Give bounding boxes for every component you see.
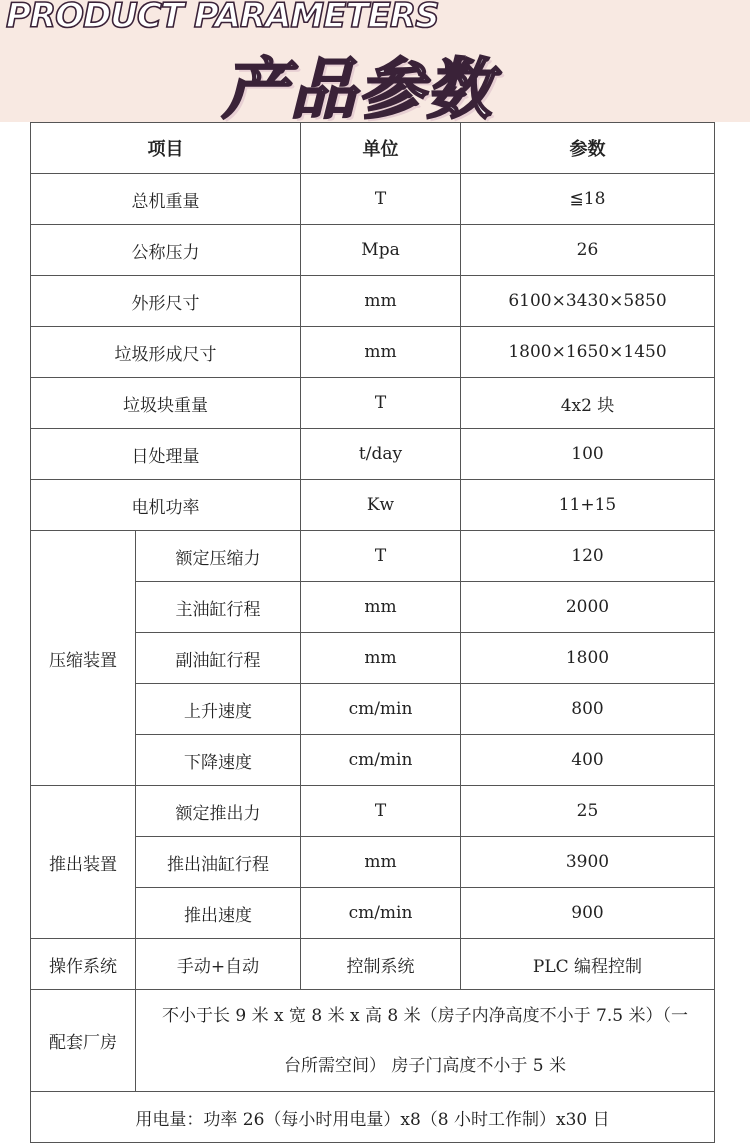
row-item: 总机重量 [31, 174, 301, 225]
operation-label: 操作系统 [31, 939, 136, 990]
row-unit: T [301, 531, 461, 582]
row-item: 上升速度 [136, 684, 301, 735]
row-value: 100 [461, 429, 715, 480]
row-unit: t/day [301, 429, 461, 480]
row-unit: T [301, 174, 461, 225]
row-unit: mm [301, 633, 461, 684]
row-unit: cm/min [301, 735, 461, 786]
row-item: 日处理量 [31, 429, 301, 480]
table-row [31, 276, 715, 327]
english-title: PRODUCT PARAMETERS [6, 0, 439, 36]
header-unit: 单位 [301, 123, 461, 174]
row-value: ≦18 [461, 174, 715, 225]
operation-mode: 手动+自动 [136, 939, 301, 990]
table-row [31, 327, 715, 378]
control-label: 控制系统 [301, 939, 461, 990]
row-unit: cm/min [301, 888, 461, 939]
row-item: 额定压缩力 [136, 531, 301, 582]
control-value: PLC 编程控制 [461, 939, 715, 990]
row-value: 400 [461, 735, 715, 786]
row-item: 主油缸行程 [136, 582, 301, 633]
row-value: 4x2 块 [461, 378, 715, 429]
table-row-room [31, 990, 715, 1092]
row-value: 1800 [461, 633, 715, 684]
row-unit: cm/min [301, 684, 461, 735]
row-value: 26 [461, 225, 715, 276]
room-label: 配套厂房 [31, 990, 136, 1092]
row-value: 120 [461, 531, 715, 582]
row-item: 推出油缸行程 [136, 837, 301, 888]
row-value: 25 [461, 786, 715, 837]
table-row [31, 429, 715, 480]
header-value: 参数 [461, 123, 715, 174]
power-consumption-note: 用电量：功率 26（每小时用电量）x8（8 小时工作制）x30 日 [31, 1092, 715, 1143]
table-row [31, 174, 715, 225]
row-value: 11+15 [461, 480, 715, 531]
row-value: 900 [461, 888, 715, 939]
row-value: 2000 [461, 582, 715, 633]
table-row [31, 531, 715, 582]
row-value: 6100×3430×5850 [461, 276, 715, 327]
row-unit: T [301, 786, 461, 837]
group-label-compression: 压缩装置 [31, 531, 136, 786]
row-value: 800 [461, 684, 715, 735]
title-banner [0, 0, 750, 122]
row-item: 公称压力 [31, 225, 301, 276]
row-item: 推出速度 [136, 888, 301, 939]
row-value: 1800×1650×1450 [461, 327, 715, 378]
row-unit: mm [301, 327, 461, 378]
room-requirement [136, 990, 715, 1092]
row-item: 下降速度 [136, 735, 301, 786]
row-item: 额定推出力 [136, 786, 301, 837]
table-row [31, 225, 715, 276]
row-value: 3900 [461, 837, 715, 888]
table-row [31, 480, 715, 531]
row-item: 电机功率 [31, 480, 301, 531]
row-item: 垃圾块重量 [31, 378, 301, 429]
row-unit: mm [301, 276, 461, 327]
chinese-title: 产品参数 [222, 51, 494, 122]
table-row-operation [31, 939, 715, 990]
row-item: 副油缸行程 [136, 633, 301, 684]
header-item: 项目 [31, 123, 301, 174]
row-unit: Mpa [301, 225, 461, 276]
row-unit: Kw [301, 480, 461, 531]
row-unit: mm [301, 837, 461, 888]
room-requirement-line1: 不小于长 9 米 x 宽 8 米 x 高 8 米（房子内净高度不小于 7.5 米）（一 [161, 1005, 688, 1026]
row-unit: T [301, 378, 461, 429]
group-label-pushout: 推出装置 [31, 786, 136, 939]
table-row-footer [31, 1092, 715, 1143]
table-header-row [31, 123, 715, 174]
parameters-table [30, 122, 715, 1143]
row-item: 垃圾形成尺寸 [31, 327, 301, 378]
row-item: 外形尺寸 [31, 276, 301, 327]
table-row [31, 378, 715, 429]
row-unit: mm [301, 582, 461, 633]
table-row [31, 786, 715, 837]
room-requirement-line2: 台所需空间） 房子门高度不小于 5 米 [283, 1055, 567, 1076]
